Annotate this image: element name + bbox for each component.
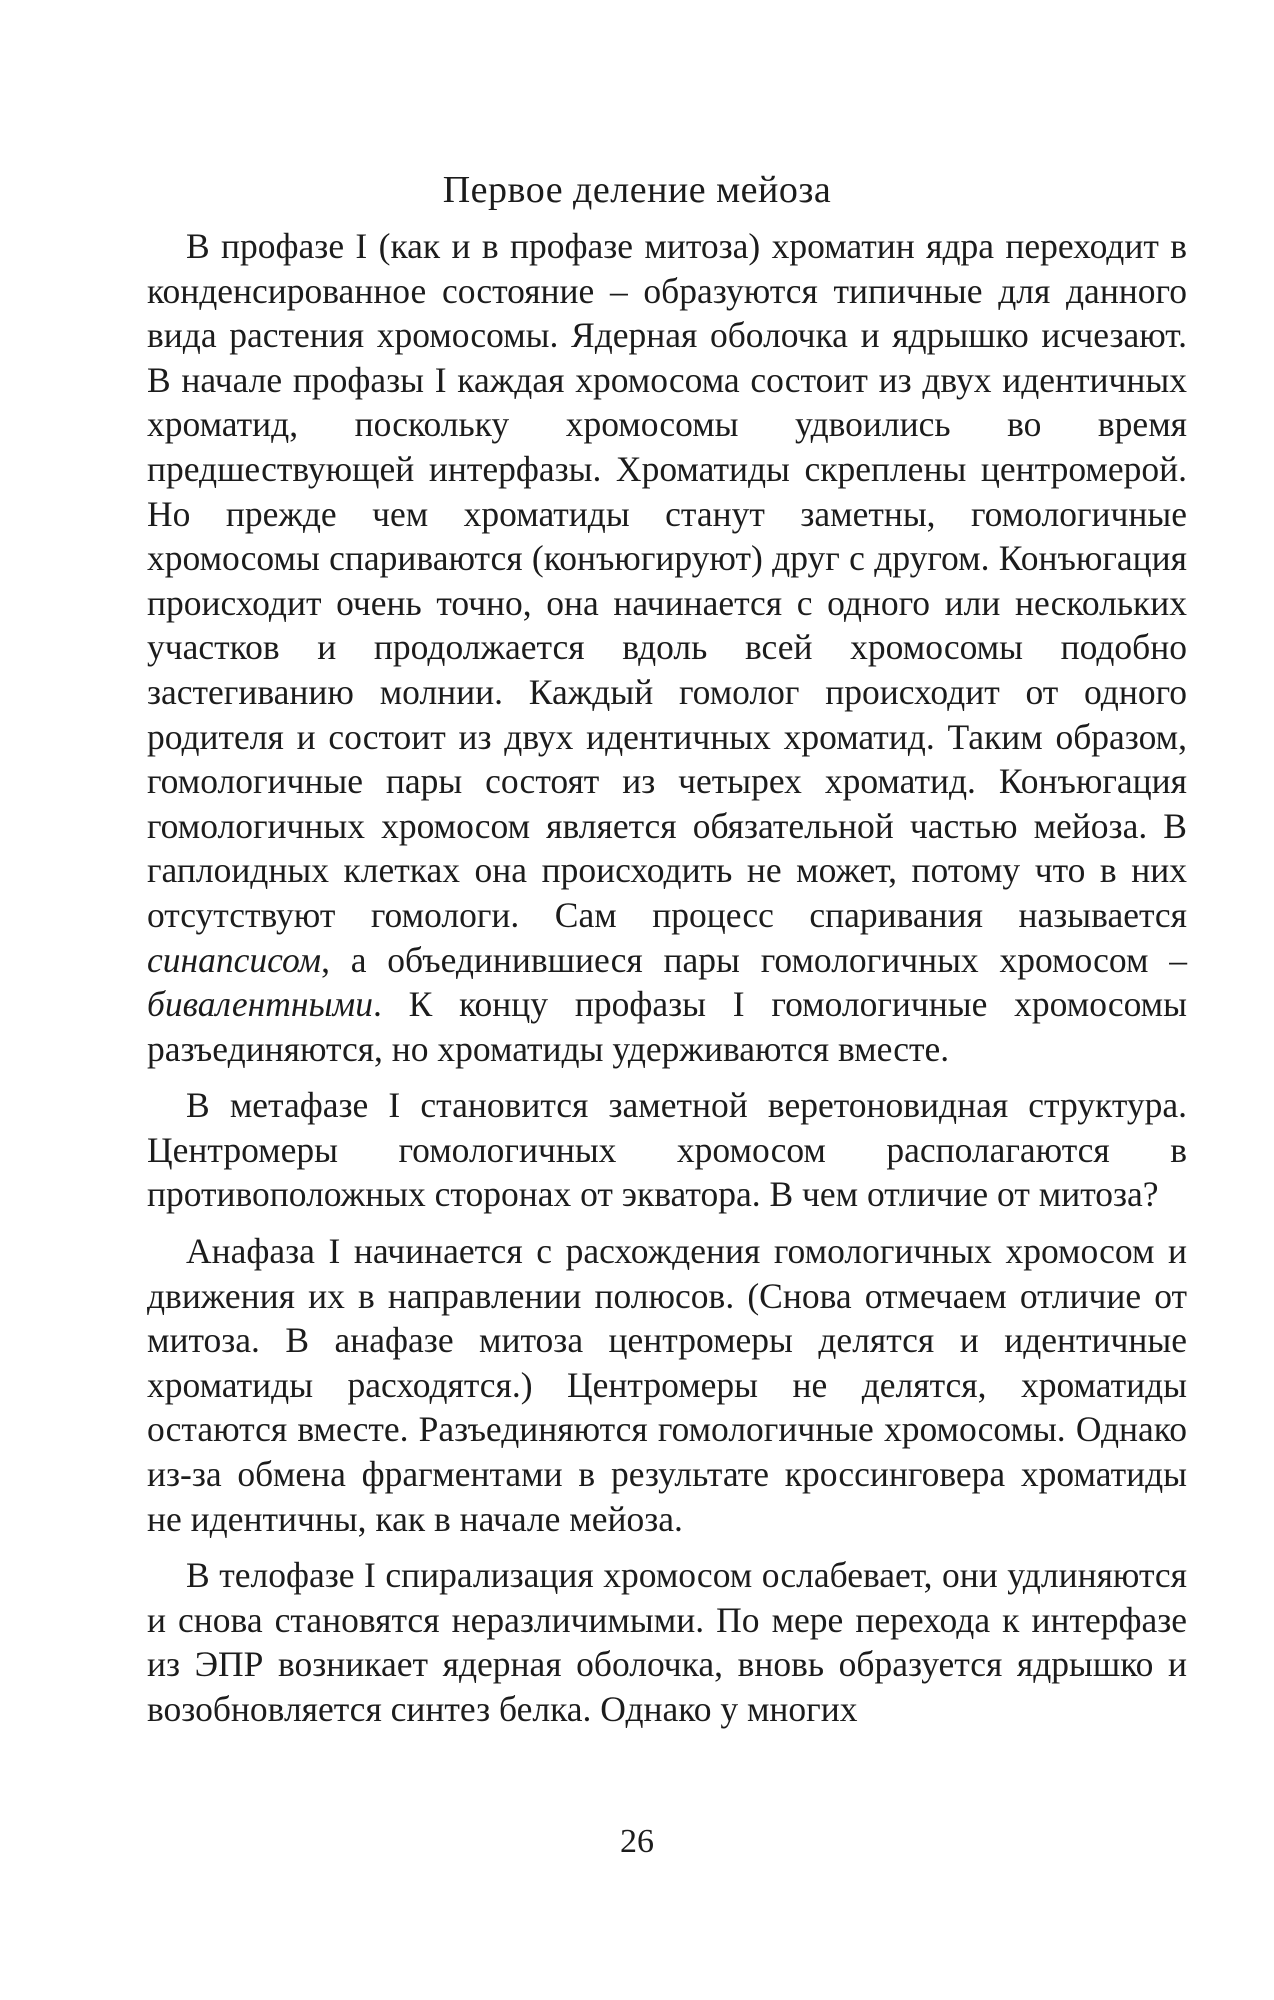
body-text bbox=[147, 224, 1187, 1744]
paragraph-anaphase: Анафаза I начинается с расхождения гомологичных хромосом и движения их в направлении полюсов. (Снова отмечаем отличие от митоза. В анафазе митоза центромеры делятся и идентичные хроматиды расходятся.) Центромеры не делятся, хроматиды остаются вместе. Разъединяются гомологичные хромосомы. Однако из-за обмена фрагментами в результате кроссинговера хроматиды не идентичны, как в начале мейоза. bbox=[147, 1231, 1187, 1539]
paragraph-text: , а объединившиеся пары гомологичных хромосом – bbox=[321, 939, 1187, 980]
term-bivalents: бивалентными bbox=[147, 984, 373, 1025]
paragraph-metaphase: В метафазе I становится заметной веретоновидная структура. Центромеры гомологичных хромосом располагаются в противоположных сторонах от экватора. В чем отличие от митоза? bbox=[147, 1085, 1187, 1215]
paragraph-text: В профазе I (как и в профазе митоза) хроматин ядра переходит в конденсированное состояние – образуются типичные для данного вида растения хромосомы. Ядерная оболочка и ядрышко исчезают. В начале профазы I каждая хромосома состоит из двух идентичных хроматид, поскольку хромосомы удвоились во время предшествующей интерфазы. Хроматиды скреплены центромерой. Но прежде чем хроматиды станут заметны, гомологичные хромосомы спариваются (конъюгируют) друг с другом. Конъюгация происходит очень точно, она начинается с одного или нескольких участков и продолжается вдоль всей хромосомы подобно застегиванию молнии. Каждый гомолог происходит от одного родителя и состоит из двух идентичных хроматид. Таким образом, гомологичные пары состоят из четырех хроматид. Конъюгация гомологичных хромосом является обязательной частью мейоза. В гаплоидных клетках она происходить не может, потому что в них отсутствуют гомологи. Сам процесс спаривания называется bbox=[147, 226, 1187, 935]
term-synapsis: синапсисом bbox=[147, 939, 322, 980]
paragraph-text: . К концу профазы I гомологичные хромосомы разъединяются, но хроматиды удерживаются вместе. bbox=[147, 984, 1187, 1069]
paragraph-telophase: В телофазе I спирализация хромосом ослабевает, они удлиняются и снова становятся неразличимыми. По мере перехода к интерфазе из ЭПР возникает ядерная оболочка, вновь образуется ядрышко и возобновляется синтез белка. Однако у многих bbox=[147, 1555, 1187, 1729]
page-number: 26 bbox=[620, 1823, 654, 1860]
section-heading: Первое деление мейоза bbox=[442, 169, 832, 211]
paragraph-prophase bbox=[147, 224, 1187, 1071]
